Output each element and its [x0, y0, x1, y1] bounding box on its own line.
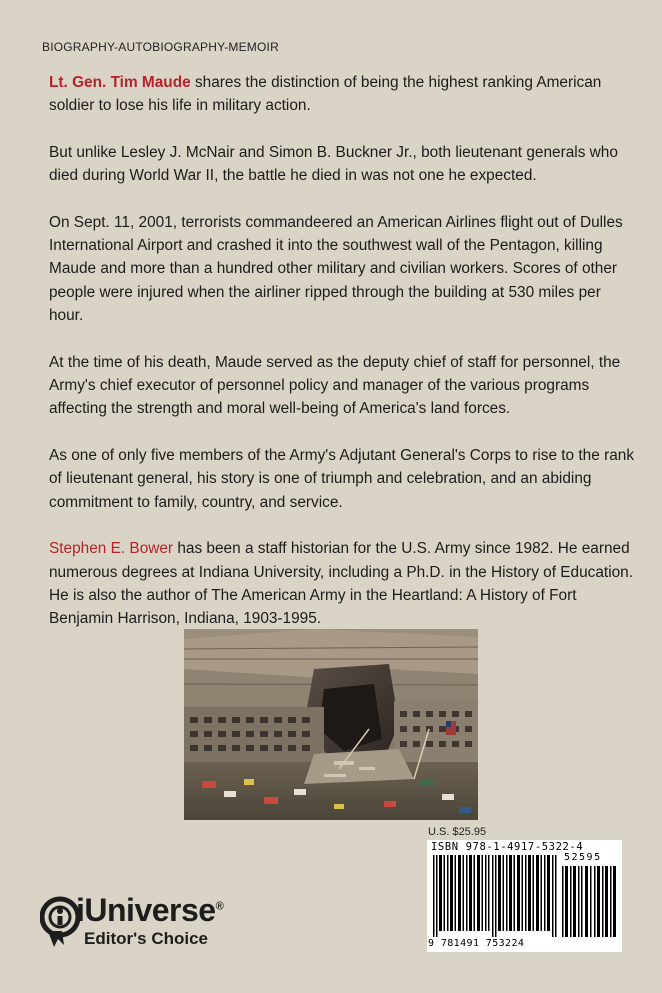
paragraph-intro — [49, 71, 639, 118]
logo-wordmark — [76, 892, 223, 929]
author-name: Stephen E. Bower — [49, 540, 174, 558]
ean-digits: 9 781491 753224 — [428, 938, 525, 949]
logo-subtitle: Editor's Choice — [84, 929, 209, 948]
subject-name: Lt. Gen. Tim Maude — [49, 74, 191, 91]
pentagon-damage-photo — [184, 629, 478, 820]
logo-word-text: iUniverse — [76, 892, 216, 928]
intro-text: shares the distinction of being the highest ranking American soldier to lose his life in military action. — [49, 74, 602, 115]
category-label: BIOGRAPHY-AUTOBIOGRAPHY-MEMOIR — [42, 40, 279, 54]
ean-barcode-bars — [431, 855, 558, 937]
registered-mark: ® — [215, 900, 224, 913]
paragraph-legacy: As one of only five members of the Army's Adjutant General's Corps to rise to the rank of lieutenant general, his story is one of triumph and celebration, and an abiding commitment to family, country, and service. — [49, 446, 635, 511]
paragraph-comparison: But unlike Lesley J. McNair and Simon B. Buckner Jr., both lieutenant generals who died during World War II, the battle he died in was not one he expected. — [49, 143, 618, 185]
back-cover-blurb — [49, 71, 639, 654]
price-label: U.S. $25.95 — [428, 826, 487, 838]
publisher-logo — [40, 892, 270, 955]
paragraph-attack: On Sept. 11, 2001, terrorists commandeered an American Airlines flight out of Dulles International Airport and crashed it into the southwest wall of the Pentagon, killing Maude and more than a hundred other military and civilian workers. Scores of other people were injured when the airliner ripped through the building at 530 miles per hour. — [49, 213, 623, 325]
isbn-label: ISBN 978-1-4917-5322-4 — [431, 841, 584, 853]
paragraph-role: At the time of his death, Maude served as the deputy chief of staff for personnel, the Army's chief executor of personnel policy and manager of the various programs affecting the strength and moral well-being of America's land forces. — [49, 353, 621, 418]
barcode — [427, 840, 622, 952]
addon-digits: 52595 — [564, 852, 602, 863]
paragraph-author-bio — [49, 537, 639, 631]
addon-barcode-bars — [561, 866, 619, 937]
author-bio-text: has been a staff historian for the U.S. Army since 1982. He earned numerous degrees at Indiana University, including a Ph.D. in the History of Education. He is also the author of The American Army in the Heartland: A History of Fort Benjamin Harrison, Indiana, 1903-1995. — [49, 540, 634, 628]
